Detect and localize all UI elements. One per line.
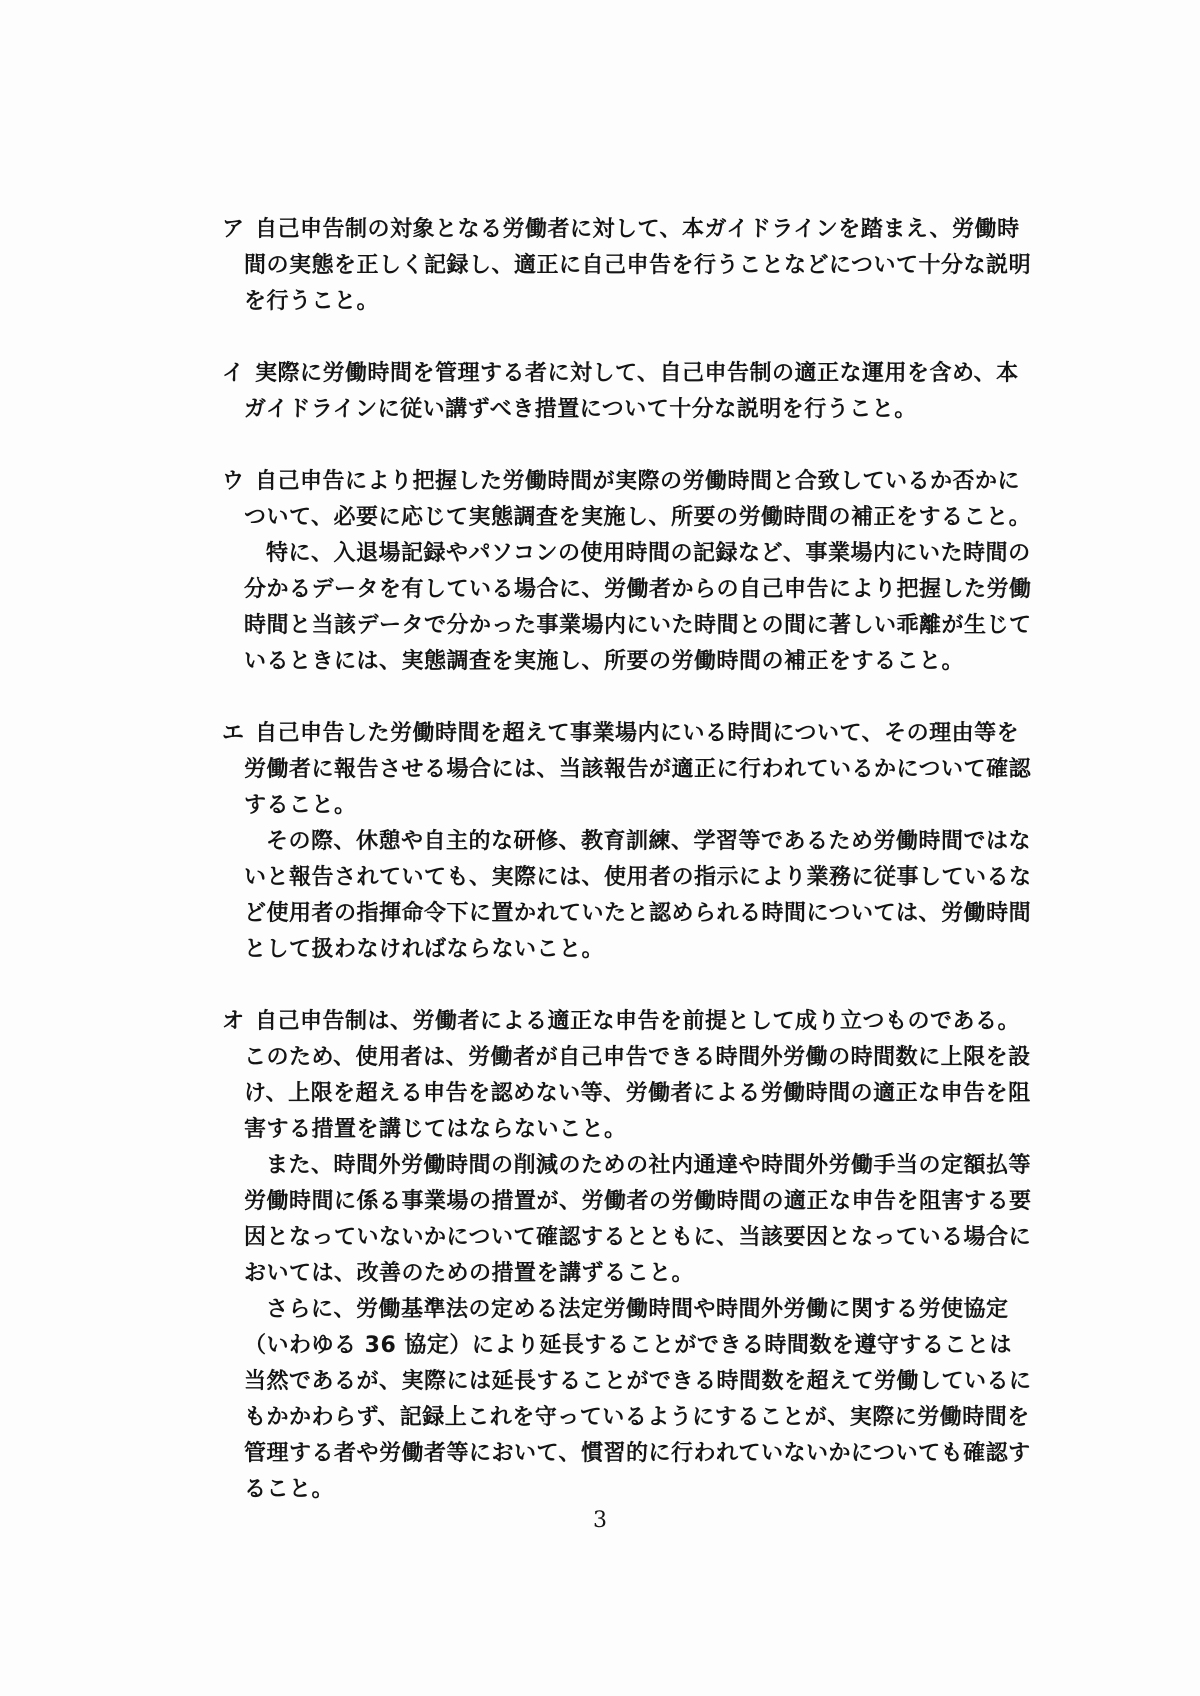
document-body [222, 212, 1034, 1544]
item-subparagraph: また、時間外労働時間の削減のための社内通達や時間外労働手当の定額払等労働時間に係る事業場の措置が、労働者の労働時間の適正な申告を阻害する要因となっていないかについて確認するとともに、当該要因となっている場合においては、改善のための措置を講ずること。 [244, 1153, 1032, 1286]
item-subparagraph: その際、休憩や自主的な研修、教育訓練、学習等であるため労働時間ではないと報告されていても、実際には、使用者の指示により業務に従事しているなど使用者の指揮命令下に置かれていたと認められる時間については、労働時間として扱わなければならないこと。 [244, 829, 1032, 962]
list-item-e [222, 716, 1034, 968]
item-text: 自己申告した労働時間を超えて事業場内にいる時間について、その理由等を労働者に報告させる場合には、当該報告が適正に行われているかについて確認すること。 [244, 721, 1032, 818]
item-text: 自己申告制は、労働者による適正な申告を前提として成り立つものである。このため、使用者は、労働者が自己申告できる時間外労働の時間数に上限を設け、上限を超える申告を認めない等、労働者による労働時間の適正な申告を阻害する措置を講じてはならないこと。 [244, 1009, 1031, 1142]
item-marker: ウ [222, 469, 245, 494]
item-marker: オ [222, 1009, 245, 1034]
item-subparagraph: 特に、入退場記録やパソコンの使用時間の記録など、事業場内にいた時間の分かるデータを有している場合に、労働者からの自己申告により把握した労働時間と当該データで分かった事業場内にいた時間との間に著しい乖離が生じているときには、実態調査を実施し、所要の労働時間の補正をすること。 [244, 541, 1032, 674]
item-subparagraph: さらに、労働基準法の定める法定労働時間や時間外労働に関する労使協定（いわゆる 36 協定）により延長することができる時間数を遵守することは当然であるが、実際には延長することができる時間数を超えて労働しているにもかかわらず、記録上これを守っているようにすることが、実際に労働時間を管理する者や労働者等において、慣習的に行われていないかについても確認すること。 [244, 1297, 1032, 1502]
list-item-u [222, 464, 1034, 680]
item-text: 自己申告制の対象となる労働者に対して、本ガイドラインを踏まえ、労働時間の実態を正しく記録し、適正に自己申告を行うことなどについて十分な説明を行うこと。 [244, 217, 1032, 314]
page-number: 3 [593, 1508, 607, 1533]
item-marker: イ [222, 361, 245, 386]
list-item-o [222, 1004, 1034, 1508]
item-text: 自己申告により把握した労働時間が実際の労働時間と合致しているか否かについて、必要に応じて実態調査を実施し、所要の労働時間の補正をすること。 [244, 469, 1032, 530]
item-text: 実際に労働時間を管理する者に対して、自己申告制の適正な運用を含め、本ガイドラインに従い講ずべき措置について十分な説明を行うこと。 [244, 361, 1019, 422]
list-item-i [222, 356, 1034, 428]
item-marker: ア [222, 217, 245, 242]
item-marker: エ [222, 721, 245, 746]
list-item-a [222, 212, 1034, 320]
